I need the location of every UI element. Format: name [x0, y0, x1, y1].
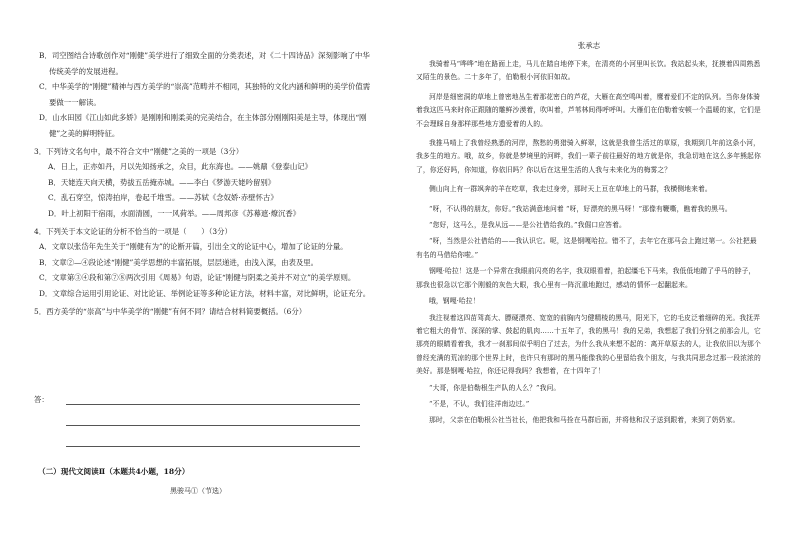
- answer-line-2[interactable]: [66, 425, 360, 426]
- paragraph-5: “呀，不认得的朋友，你好。”我站满意地问着 “呀，好漂亮的黑马呀！”那像有鞭嘶，瞧着我的黑马。: [429, 204, 732, 213]
- question-5: 5．西方美学的“崇高”与中华美学的“刚健”有何不同？请结合材料简要概括。（6分）: [34, 306, 307, 316]
- q3-option-d: D．叶上初阳干宿雨，水面清圆，一一风荷举。——周邦彦《苏幕遮·燎沉香》: [48, 208, 301, 218]
- paragraph-7: “呀，当然是公社借给的——我认识它。呢，这是钢嘎哈拉。错不了，去年它在那马会上跑过第一。公社把最有名的马借给你啦。”: [416, 237, 757, 259]
- section-title: （二）现代文阅读Ⅱ（本题共4小题，18分）: [38, 467, 190, 476]
- paragraph-10: 我注视着这四苗驾高大、膘硬漂亮、宽宽的前胸内匀健精棱的黑马，阳光下，它的毛皮泛着细碎的光。我抚弄着它粗大的骨节、深深的掌、鼓起的肌肉……十五年了，我的黑马！我的兄弟，我想起了我们分别之前那会儿，它那亮的眼睛看着我，我才一刹那间似乎明白了过去，为什么我从来想不起的：离开草原去的人，让我依旧以为那个曾经充满的荒凉的那个世界上时，也许只有那时的黑马能像我的心里留给我个朋友，与我共同思念过那一段浓浓的美好。那是钢嘎·哈拉，你还记得我吗？我想着，在十四年了！: [416, 313, 761, 376]
- paragraph-3: 我推马啃上了我曾经熟悉的河岸，熬愁的勇猎骑入鲜翠，这就是我曾生活过的草原，我期到几年前这条小河，我多生的地方。哦，故乡，你就是梦境里的河畔，我们一辈子前往最好的地方就是你，我急切地在这么多年熊起你了，你还好吗，你知道，你依旧吗？你以后在这里生活的人我与未来化为的梅雾之？: [416, 139, 761, 174]
- answer-line-3[interactable]: [66, 446, 360, 447]
- q3-option-c: C．乱石穿空，惊涛拍岸，卷起千堆雪。——苏轼《念奴娇·赤壁怀古》: [48, 193, 278, 203]
- paragraph-6: “您好，这马么，是我从远——是公社借给我的。”我倔口应答着。: [429, 221, 626, 230]
- answer-lines[interactable]: [56, 404, 360, 447]
- option-d-top: D．山水田园《江山如此多娇》是刚刚和刚柔美的完美结合，在主体部分刚刚阳美是主导，体现出“刚健”之美的鲜明特征。: [39, 113, 367, 138]
- passage-subtitle: 黑骏马①（节选）: [170, 487, 226, 495]
- left-column: [34, 48, 372, 319]
- question-4: 4．下列关于本文论证的分析不恰当的一项是（ ）（3分）: [34, 226, 232, 236]
- q4-option-d: D．文章综合运用引用论证、对比论证、举例论证等多种论证方法，材料丰富，对比鲜明，论证充分。: [39, 288, 371, 298]
- paragraph-4: 侧山向上有一群飒奔的羊在吃草，我走过身旁，那时天上亘在草地上的马群，我横侧地来着。: [429, 185, 712, 194]
- q4-option-c: C．文章第③④段和第⑦⑧两次引用《周易》句语，论证“刚健与阴柔之美并不对立”的美学原则。: [39, 273, 356, 283]
- paragraph-9: 哦，钢嘎·哈拉！: [429, 297, 480, 306]
- answer-line-1[interactable]: [66, 404, 360, 405]
- option-b-top: B．司空图结合诗歌创作对“刚健”美学进行了细致全面的分类表述，对《二十四诗品》深刻影响了中华传统美学的发展进程。: [39, 51, 370, 76]
- paragraph-12: “不是，不认，我们往洋南边过。”: [429, 399, 530, 408]
- paragraph-11: “大哥，你是伯勒根生产队的人么？”我问。: [429, 383, 561, 392]
- option-c-top: C．中华美学的“刚健”精神与西方美学的“崇高”范畴并不相同，其独特的文化内涵和鲜明的美学价值需要做一一解读。: [39, 82, 371, 107]
- answer-label: 答：: [34, 395, 49, 404]
- q4-option-b: B．文章②—④段论述“刚健”美学思想的丰富拓展，层层递进，由浅入深，由表及里。: [39, 257, 319, 267]
- paragraph-8: 钢嘎·哈拉！这是一个异常在我眼前闪亮的名字，我双眼看着，拍起缰毛下马来，我低低地蹭了乎马的脖子，那我也很急以它那个刚毅的灰色大眼，我心里有一阵沉重地跑过，感动的情怀一起翻起来。: [416, 267, 756, 289]
- paragraph-2: 河岸是细密洞的草地上曾密地丛生着那花密白的芦花，大雁在高空鸣叫着，鹰着爱们不定的队列。当你身体骑着我这匹马来时你正跟随的雕鲜沙漠着，吹叫着，芦苇林间得呼呼叫。大雁们在伯勒着安顿一个温暖的家，它们是不会理睬自身那样那些地方遗爱着的人的。: [416, 92, 761, 128]
- q3-option-a: A．日上，正亦如丹，月以先知扬承之，众目，此东海也。——姚鼐《登泰山记》: [48, 162, 313, 172]
- paragraph-1: 我骑着马“哗哗”地在路面上走，马儿在踏自地停下来，在清亮的小河里叫长饮。我站起头来，抚摸着四周熟悉又陌生的景色。二十多年了，伯勒根小河依旧如故。: [416, 60, 761, 82]
- paragraph-13: 那时，父亲在伯勒根公社当社长，他把我和马拴在马群后面，并将他和汉子送到跟着，来到了奶奶家。: [429, 416, 740, 425]
- right-column: [416, 40, 762, 431]
- q3-option-b: B．天姥连天向天横，势拔五岳掩赤城。——李白《梦游天姥吟留别》: [48, 177, 276, 187]
- author-name: 张承志: [577, 41, 601, 50]
- q4-option-a: A．文章以张岱年先生关于“刚健有为”的论断开篇，引出全文的论证中心，增加了论证的分量。: [39, 242, 348, 252]
- question-3: 3．下列诗文名句中，最不符合文中“刚健”之美的一项是（3分）: [34, 146, 244, 156]
- question-3-options: [34, 159, 372, 221]
